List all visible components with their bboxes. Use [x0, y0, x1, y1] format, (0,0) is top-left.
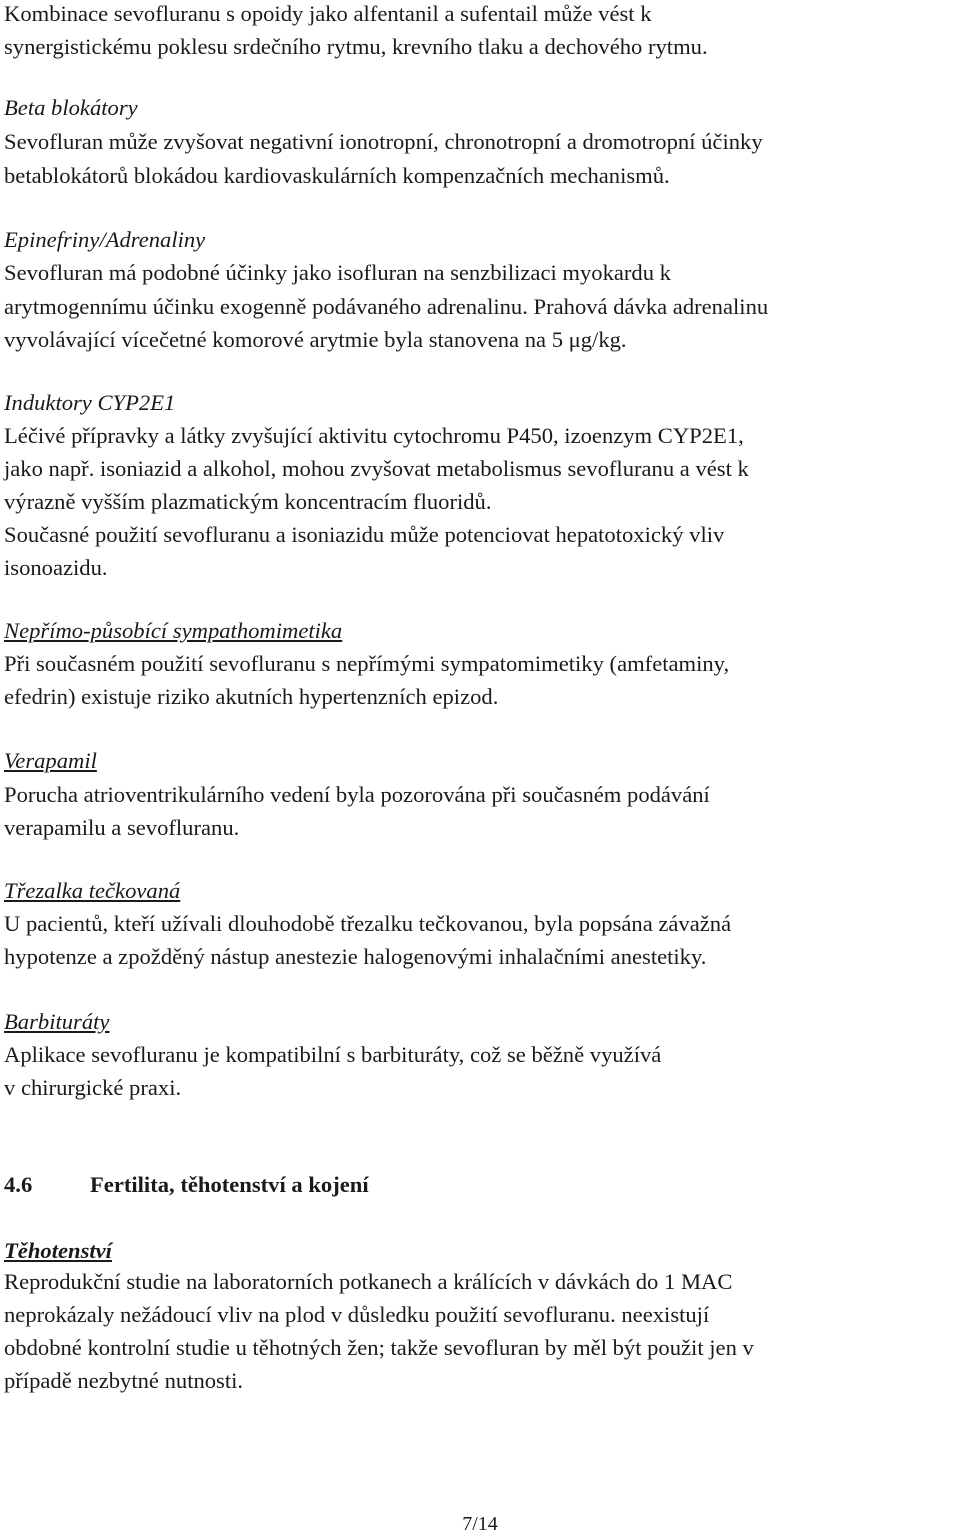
- st-johns-wort-line-2: hypotenze a zpožděný nástup anestezie halogenovými inhalačními anestetiky.: [4, 944, 707, 969]
- epinephrine-line-1: Sevofluran má podobné účinky jako isofluran na senzbilizaci myokardu k: [4, 260, 671, 285]
- cyp2e1-line-2: jako např. isoniazid a alkohol, mohou zvyšovat metabolismus sevofluranu a vést k: [4, 456, 749, 481]
- intro-line-2: synergistickému poklesu srdečního rytmu, krevního tlaku a dechového rytmu.: [4, 34, 708, 59]
- cyp2e1-heading: Induktory CYP2E1: [4, 390, 176, 415]
- epinephrine-line-3: vyvolávající vícečetné komorové arytmie byla stanovena na 5 μg/kg.: [4, 327, 627, 352]
- pregnancy-line-2: neprokázaly nežádoucí vliv na plod v důsledku použití sevofluranu. neexistují: [4, 1302, 710, 1327]
- barbiturates-line-2: v chirurgické praxi.: [4, 1075, 182, 1100]
- beta-line-2: betablokátorů blokádou kardiovaskulárních kompenzačních mechanismů.: [4, 163, 670, 188]
- epinephrine-line-2: arytmogennímu účinku exogenně podávaného adrenalinu. Prahová dávka adrenalinu: [4, 294, 769, 319]
- beta-blockers-heading: Beta blokátory: [4, 95, 138, 120]
- pregnancy-line-1: Reprodukční studie na laboratorních potkanech a králících v dávkách do 1 MAC: [4, 1269, 733, 1294]
- verapamil-line-1: Porucha atrioventrikulárního vedení byla pozorována při současném podávání: [4, 782, 710, 807]
- page-number: 7/14: [462, 1513, 498, 1535]
- cyp2e1-line-3: výrazně vyšším plazmatickým koncentracím fluoridů.: [4, 489, 492, 514]
- section-heading: [4, 1172, 369, 1198]
- barbiturates-heading: Barbituráty: [4, 1009, 110, 1034]
- st-johns-wort-line-1: U pacientů, kteří užívali dlouhodobě třezalku tečkovanou, byla popsána závažná: [4, 911, 732, 936]
- verapamil-line-2: verapamilu a sevofluranu.: [4, 815, 240, 840]
- sympathomimetics-heading: Nepřímo-působící sympathomimetika: [4, 618, 343, 643]
- pregnancy-line-4: případě nezbytné nutnosti.: [4, 1368, 244, 1393]
- st-johns-wort-heading: Třezalka tečkovaná: [4, 878, 181, 903]
- intro-line-1: Kombinace sevofluranu s opoidy jako alfentanil a sufentail může vést k: [4, 1, 652, 26]
- sympathomimetics-line-1: Při současném použití sevofluranu s nepřímými sympatomimetiky (amfetaminy,: [4, 651, 730, 676]
- pregnancy-line-3: obdobné kontrolní studie u těhotných žen; takže sevofluran by měl být použit jen v: [4, 1335, 754, 1360]
- epinephrine-heading: Epinefriny/Adrenaliny: [4, 227, 206, 252]
- beta-line-1: Sevofluran může zvyšovat negativní ionotropní, chronotropní a dromotropní účinky: [4, 129, 763, 154]
- cyp2e1-line-1: Léčivé přípravky a látky zvyšující aktivitu cytochromu P450, izoenzym CYP2E1,: [4, 423, 744, 448]
- pregnancy-heading: Těhotenství: [4, 1238, 112, 1263]
- cyp2e1-line-4: Současné použití sevofluranu a isoniazidu může potenciovat hepatotoxický vliv: [4, 522, 725, 547]
- section-number: 4.6: [4, 1172, 33, 1197]
- verapamil-heading: Verapamil: [4, 748, 97, 773]
- section-title: Fertilita, těhotenství a kojení: [90, 1172, 369, 1197]
- sympathomimetics-line-2: efedrin) existuje riziko akutních hypertenzních epizod.: [4, 684, 499, 709]
- cyp2e1-line-5: isonoazidu.: [4, 555, 108, 580]
- barbiturates-line-1: Aplikace sevofluranu je kompatibilní s barbituráty, což se běžně využívá: [4, 1042, 662, 1067]
